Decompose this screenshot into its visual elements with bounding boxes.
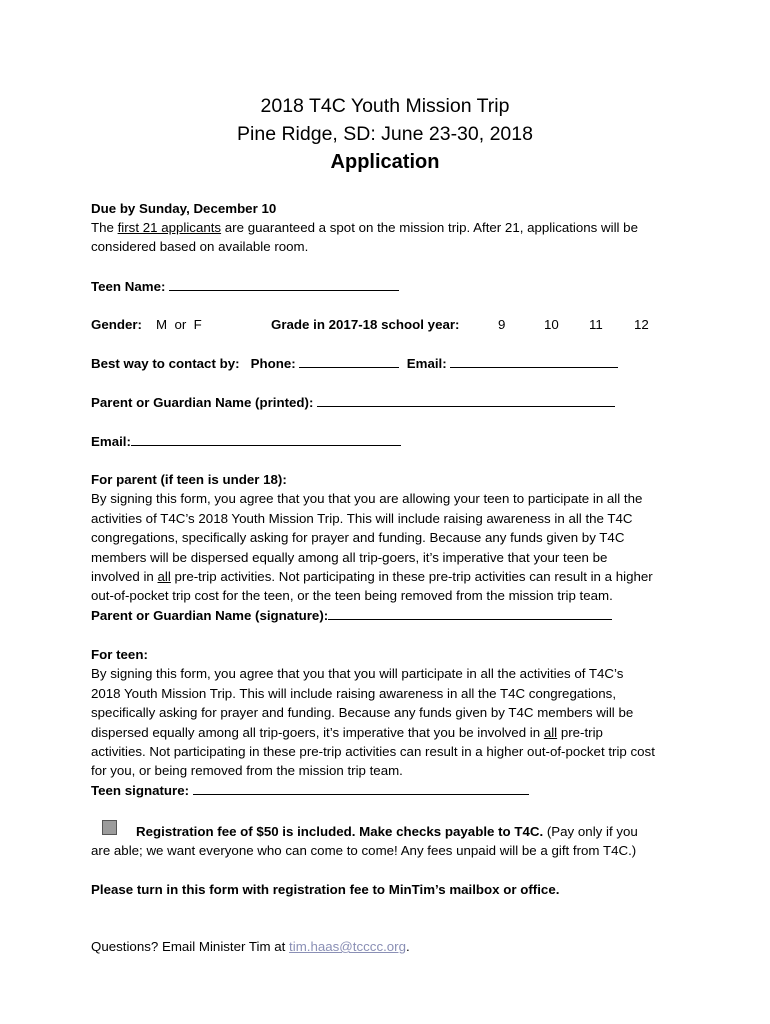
title-line-2: Pine Ridge, SD: June 23-30, 2018 [237,123,533,145]
phone-label: Phone: [250,356,296,371]
teen-signature-row [91,781,691,800]
title-line-1: 2018 T4C Youth Mission Trip [260,95,510,117]
parent-text-line4: members will be dispersed equally among all trip-goers, it’s imperative that your teen be [91,549,608,565]
due-text-line1: The first 21 applicants are guaranteed a spot on the mission trip. After 21, applications will be [91,220,638,235]
fee-line1: Registration fee of $50 is included. Make checks payable to T4C. (Pay only if you [136,824,638,839]
teen-name-label: Teen Name: [91,279,166,294]
title-application: Application [330,151,440,173]
grade-label: Grade in 2017-18 school year: [271,317,460,332]
turn-in-instructions: Please turn in this form with registration fee to MinTim’s mailbox or office. [91,882,560,897]
contact-label: Best way to contact by: [91,356,240,371]
guardian-name-field[interactable] [317,394,615,407]
teen-name-field[interactable] [169,278,399,291]
teen-text-line1: By signing this form, you agree that you that you will participate in all the activities of T4C’s [91,666,624,682]
teen-name-row [91,277,399,296]
parent-text-line1: By signing this form, you agree that you that you are allowing your teen to participate in all the [91,491,643,507]
email-row-2 [91,432,401,451]
parent-section [91,470,691,625]
teen-text-line4: dispersed equally among all trip-goers, it’s imperative that you be involved in all pre-trip [91,724,603,740]
parent-text-line3: congregations, specifically asking for prayer and funding. Because any funds given by T4C [91,530,625,546]
parent-heading: For parent (if teen is under 18): [91,472,287,487]
grade-option-9[interactable]: 9 [498,317,506,332]
grade-option-12[interactable]: 12 [634,317,649,332]
fee-line2: are able; we want everyone who can come to come! Any fees unpaid will be a gift from T4C.) [91,843,637,858]
parent-signature-row [91,606,691,625]
gender-label: Gender: [91,317,142,332]
teen-text-line3: specifically asking for prayer and funding. Because any funds given by T4C members will be [91,705,634,721]
guardian-name-label: Parent or Guardian Name (printed): [91,395,314,410]
teen-signature-label: Teen signature: [91,782,190,798]
teen-signature-field[interactable] [193,782,529,795]
gender-options[interactable]: M or F [156,317,202,332]
registration-fee-checkbox[interactable] [102,820,117,835]
parent-text-line5: involved in all pre-trip activities. Not participating in these pre-trip activities can result in a higher [91,568,653,584]
grade-option-11[interactable]: 11 [589,317,603,332]
teen-text-line6: for you, or being removed from the mission trip team. [91,763,403,779]
email-label-2: Email: [91,434,131,449]
due-text-line2: considered based on available room. [91,239,309,254]
contact-email-link[interactable]: tim.haas@tcccc.org [289,939,406,954]
email-label-1: Email: [406,356,447,371]
teen-heading: For teen: [91,647,148,662]
parent-signature-label: Parent or Guardian Name (signature): [91,607,329,623]
due-date-heading: Due by Sunday, December 10 [91,201,277,216]
phone-field[interactable] [299,355,399,368]
teen-text-line2: 2018 Youth Mission Trip. This will include raising awareness in all the T4C congregations, [91,685,617,701]
parent-signature-field[interactable] [328,607,612,620]
teen-section [91,645,691,800]
contact-row [91,354,618,373]
teen-text-line5: activities. Not participating in these pre-trip activities can result in a higher out-of-pocket trip cost [91,743,655,759]
parent-text-line6: out-of-pocket trip cost for the teen, or the teen being removed from the mission trip team. [91,588,613,604]
guardian-name-row [91,393,615,412]
grade-option-10[interactable]: 10 [544,317,559,332]
parent-text-line2: activities of T4C’s 2018 Youth Mission Trip. This will include raising awareness in all the T4C [91,510,633,526]
email-field-1[interactable] [450,355,618,368]
questions-line: Questions? Email Minister Tim at tim.haas@tcccc.org. [91,939,410,954]
email-field-2[interactable] [131,433,401,446]
